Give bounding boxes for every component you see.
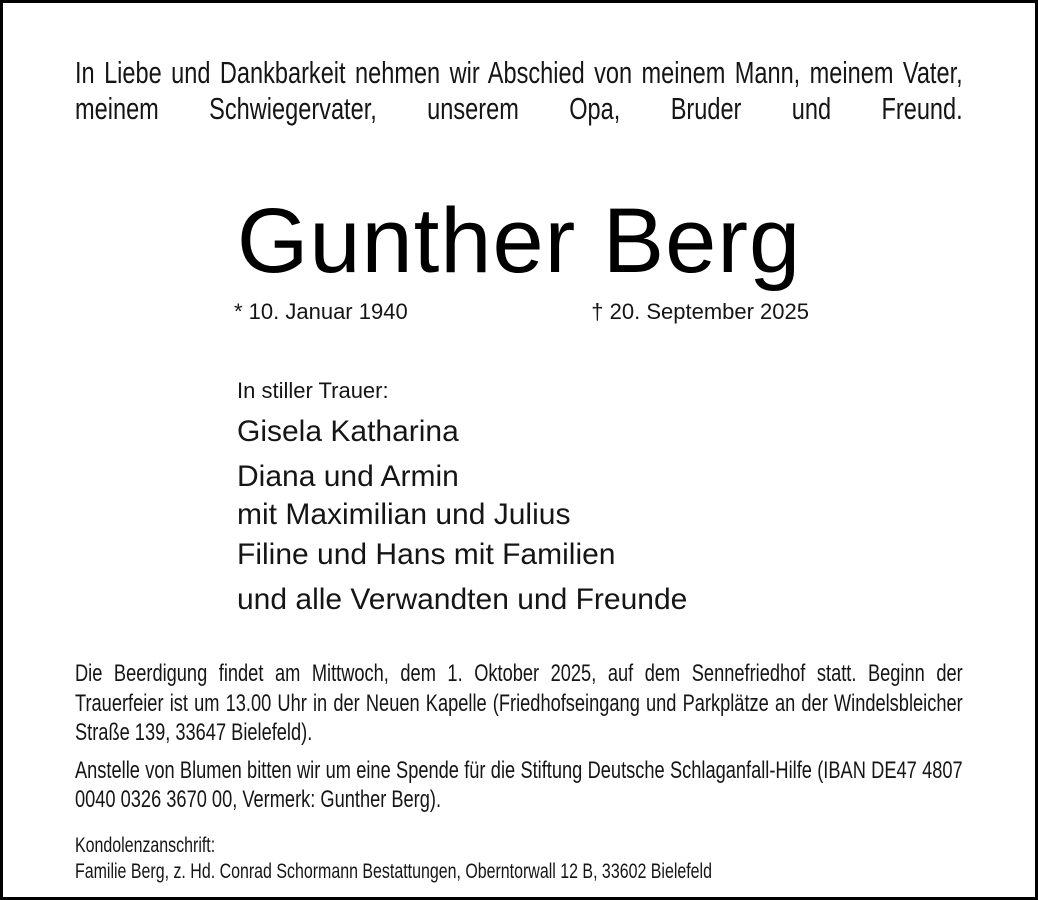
condolence-label: Kondolenzanschrift: — [75, 833, 216, 857]
mourning-label: In stiller Trauer: — [237, 378, 389, 403]
mourning-section — [237, 377, 1035, 619]
mourner-line: Filine und Hans mit Familien — [237, 538, 616, 571]
death-date: † 20. September 2025 — [591, 299, 809, 324]
birth-date: * 10. Januar 1940 — [234, 299, 408, 324]
condolence-section — [75, 833, 963, 885]
mourner-line: Gisela Katharina — [237, 415, 459, 448]
condolence-address: Familie Berg, z. Hd. Conrad Schormann Bestattungen, Oberntorwall 12 B, 33602 Bielefeld — [75, 859, 712, 883]
life-dates-row — [234, 297, 809, 327]
funeral-details: Die Beerdigung findet am Mittwoch, dem 1. Oktober 2025, auf dem Sennefriedhof statt. Beginn der Trauerfeier ist um 13.00 Uhr in der Neuen Kapelle (Friedhofseingang und Parkplätze an der Windelsbleicher Straße 139, 33647 Bielefeld). — [75, 660, 963, 746]
mourner-line-continuation: mit Maximilian und Julius — [237, 498, 571, 531]
donation-request: Anstelle von Blumen bitten wir um eine Spende für die Stiftung Deutsche Schlaganfall-Hilfe (IBAN DE47 4807 0040 0326 3670 00, Vermerk: Gunther Berg). — [75, 756, 963, 813]
intro-text: In Liebe und Dankbarkeit nehmen wir Abschied von meinem Mann, meinem Vater, meinem Schwiegervater, unserem Opa, Bruder und Freund. — [75, 55, 963, 126]
deceased-name: Gunther Berg — [236, 190, 802, 292]
mourner-line: Diana und Armin — [237, 460, 459, 493]
mourner-line: und alle Verwandten und Freunde — [237, 583, 688, 616]
